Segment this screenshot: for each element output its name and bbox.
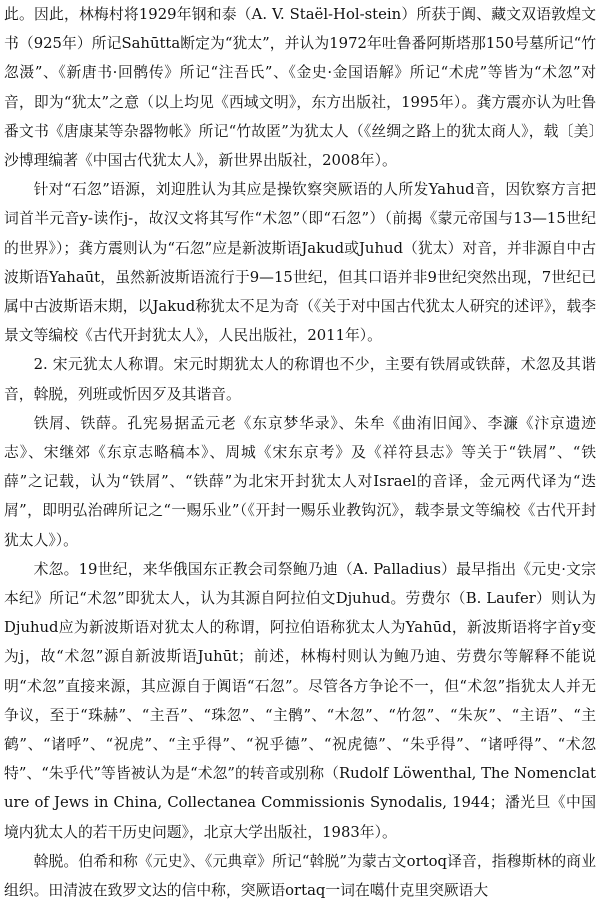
paragraph-sahutta: 此。因此，林梅村将1929年钢和泰（A. V. Staël-Hol-stein）所获于阗、藏文双语敦煌文书（925年）所记Sahūtta断定为“犹太”，并认为1972年吐鲁番阿斯塔那150号墓所记“竹忽滠”、《新唐书·回鹘传》所记“注吾氏”、《金史·金国语解》所记“术虎”等皆为“术忽”对音，即为“犹太”之意（以上均见《西域文明》，东方出版社，1995年）。龚方震亦认为吐鲁番文书《唐康某等杂器物帐》所记“竹故匿”为犹太人（《丝绸之路上的犹太商人》，载〔美〕沙博理编著《中国古代犹太人》，新世界出版社，2008年）。 (4, 6, 596, 170)
paragraph-song-yuan-names: 2. 宋元犹太人称谓。宋元时期犹太人的称谓也不少，主要有铁屑或铁薛，术忽及其谐音，斡脱，列班或忻因歹及其谐音。 (4, 356, 596, 403)
paragraph-wotuo: 斡脱。伯希和称《元史》、《元典章》所记“斡脱”为蒙古文ortoq译音，指穆斯林的商业组织。田清波在致罗文达的信中称，突厥语ortaq一词在噶什克里突厥语大 (4, 852, 596, 900)
paragraph-shuhu: 术忽。19世纪，来华俄国东正教会司祭鲍乃迪（A. Palladius）最早指出《元史·文宗本纪》所记“术忽”即犹太人，认为其源自阿拉伯文Djuhud。劳费尔（B. Laufer）则认为Djuhud应为新波斯语对犹太人的称谓，阿拉伯语称犹太人为Yahūd，新波斯语将字首y变为j，故“术忽”源自新波斯语Juhūt；前述，林梅村则认为鲍乃迪、劳费尔等解释不能说明“术忽”直接来源，其应源自于阗语“石忽”。尽管各方争论不一，但“术忽”指犹太人并无争议，至于“珠赫”、“主吾”、“珠忽”、“主鹘”、“木忽”、“竹忽”、“朱灰”、“主语”、“主鹤”、“诸呼”、“祝虎”、“主乎得”、“祝乎德”、“祝虎德”、“朱乎得”、“诸呼得”、“术忽特”、“朱乎代”等皆被认为是“术忽”的转音或别称（Rudolf Löwenthal, The Nomenclature of Jews in China, Collectanea Commissionis Synodalis, 1944；潘光旦《中国境内犹太人的若干历史问题》，北京大学出版社，1983年）。 (4, 560, 596, 841)
paragraph-shihu-etymology: 针对“石忽”语源，刘迎胜认为其应是操钦察突厥语的人所发Yahud音，因钦察方言把词首半元音y-读作j-，故汉文将其写作“术忽”（即“石忽”）（前揭《蒙元帝国与13—15世纪的世界》）；龚方震则认为“石忽”应是新波斯语Jakud或Juhud（犹太）对音，并非源自中古波斯语Yahaūt，虽然新波斯语流行于9—15世纪，但其口语并非9世纪突然出现，7世纪已属中古波斯语末期，以Jakud称犹太不足为奇（《关于对中国古代犹太人研究的述评》，载李景文等编校《古代开封犹太人》，人民出版社，2011年）。 (4, 181, 596, 345)
paragraph-tiexie: 铁屑、铁薛。孔宪易据孟元老《东京梦华录》、朱牟《曲洧旧闻》、李濂《汴京遗迹志》、宋继郊《东京志略稿本》、周城《宋东京考》及《祥符县志》等关于“铁屑”、“铁薛”之记载，认为“铁屑”、“铁薛”为北宋开封犹太人对Israel的音译，金元两代译为“迭屑”，即明弘治碑所记之“一赐乐业”（《开封一赐乐业教钩沉》，载李景文等编校《古代开封犹太人》）。 (4, 414, 596, 549)
document-page (4, 0, 596, 905)
